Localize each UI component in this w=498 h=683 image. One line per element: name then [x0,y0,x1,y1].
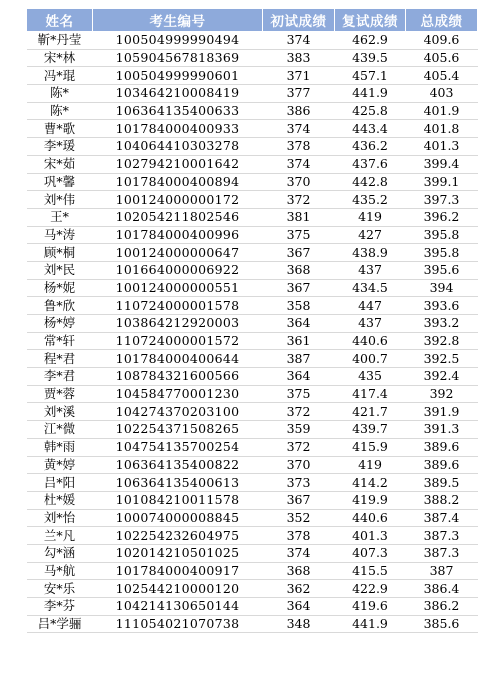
table-row [27,491,478,509]
cell-initial-score: 372 [263,403,335,421]
cell-total-score: 395.8 [406,226,478,244]
cell-initial-score: 375 [263,385,335,403]
cell-name: 李*芬 [27,598,93,616]
table-row [27,368,478,386]
cell-retest-score: 441.9 [335,85,406,103]
table-row [27,456,478,474]
cell-candidate-id: 104754135700254 [93,438,263,456]
cell-initial-score: 352 [263,509,335,527]
cell-candidate-id: 100504999990494 [93,32,263,50]
cell-total-score: 389.6 [406,456,478,474]
cell-name: 杜*媛 [27,491,93,509]
cell-name: 勾*涵 [27,544,93,562]
cell-total-score: 388.2 [406,491,478,509]
cell-initial-score: 375 [263,226,335,244]
cell-retest-score: 437 [335,315,406,333]
cell-retest-score: 442.8 [335,173,406,191]
cell-retest-score: 439.5 [335,49,406,67]
cell-retest-score: 417.4 [335,385,406,403]
table-row [27,385,478,403]
cell-initial-score: 367 [263,491,335,509]
cell-initial-score: 359 [263,421,335,439]
cell-total-score: 393.2 [406,315,478,333]
table-row [27,244,478,262]
table-row [27,85,478,103]
cell-initial-score: 368 [263,261,335,279]
cell-candidate-id: 103864212920003 [93,315,263,333]
cell-total-score: 401.9 [406,102,478,120]
table-row [27,155,478,173]
cell-candidate-id: 106364135400613 [93,474,263,492]
cell-candidate-id: 103464210008419 [93,85,263,103]
cell-total-score: 387.3 [406,544,478,562]
cell-total-score: 389.5 [406,474,478,492]
cell-name: 李*瑗 [27,138,93,156]
cell-retest-score: 441.9 [335,615,406,633]
cell-retest-score: 434.5 [335,279,406,297]
cell-name: 吕*阳 [27,474,93,492]
cell-initial-score: 383 [263,49,335,67]
cell-retest-score: 435 [335,368,406,386]
cell-total-score: 385.6 [406,615,478,633]
table-row [27,261,478,279]
cell-candidate-id: 104064410303278 [93,138,263,156]
cell-candidate-id: 104274370203100 [93,403,263,421]
cell-retest-score: 415.5 [335,562,406,580]
cell-retest-score: 419 [335,208,406,226]
cell-retest-score: 427 [335,226,406,244]
table-row [27,138,478,156]
cell-candidate-id: 104584770001230 [93,385,263,403]
cell-name: 马*航 [27,562,93,580]
cell-candidate-id: 101784000400917 [93,562,263,580]
cell-initial-score: 374 [263,32,335,50]
cell-initial-score: 368 [263,562,335,580]
cell-total-score: 399.4 [406,155,478,173]
cell-name: 刘*怡 [27,509,93,527]
cell-retest-score: 440.6 [335,509,406,527]
table-row [27,580,478,598]
cell-total-score: 392.5 [406,350,478,368]
cell-candidate-id: 102254232604975 [93,527,263,545]
cell-retest-score: 437 [335,261,406,279]
cell-initial-score: 387 [263,350,335,368]
cell-name: 曹*歌 [27,120,93,138]
cell-name: 宋*林 [27,49,93,67]
cell-initial-score: 370 [263,173,335,191]
table-body [27,32,478,633]
cell-name: 吕*学骊 [27,615,93,633]
cell-initial-score: 371 [263,67,335,85]
cell-total-score: 399.1 [406,173,478,191]
table-row [27,332,478,350]
table-row [27,120,478,138]
cell-total-score: 387.3 [406,527,478,545]
cell-retest-score: 439.7 [335,421,406,439]
table-row [27,598,478,616]
cell-retest-score: 407.3 [335,544,406,562]
cell-candidate-id: 102054211802546 [93,208,263,226]
cell-name: 黄*婷 [27,456,93,474]
cell-name: 常*轩 [27,332,93,350]
table-row [27,350,478,368]
header-retest-score: 复试成绩 [335,9,406,32]
cell-total-score: 405.6 [406,49,478,67]
cell-initial-score: 367 [263,244,335,262]
cell-initial-score: 370 [263,456,335,474]
cell-total-score: 394 [406,279,478,297]
cell-name: 刘*民 [27,261,93,279]
table-row [27,297,478,315]
cell-total-score: 409.6 [406,32,478,50]
table-row [27,438,478,456]
score-table [26,8,478,633]
cell-initial-score: 378 [263,138,335,156]
cell-total-score: 386.2 [406,598,478,616]
cell-name: 靳*丹莹 [27,32,93,50]
cell-total-score: 395.8 [406,244,478,262]
table-row [27,49,478,67]
score-sheet [26,8,477,633]
cell-name: 鲁*欣 [27,297,93,315]
cell-candidate-id: 110724000001578 [93,297,263,315]
header-initial-score: 初试成绩 [263,9,335,32]
cell-initial-score: 361 [263,332,335,350]
cell-candidate-id: 100124000000647 [93,244,263,262]
cell-initial-score: 373 [263,474,335,492]
cell-initial-score: 358 [263,297,335,315]
cell-candidate-id: 111054021070738 [93,615,263,633]
cell-name: 李*君 [27,368,93,386]
cell-name: 安*乐 [27,580,93,598]
cell-name: 兰*凡 [27,527,93,545]
table-row [27,509,478,527]
cell-candidate-id: 108784321600566 [93,368,263,386]
cell-total-score: 387.4 [406,509,478,527]
cell-total-score: 389.6 [406,438,478,456]
cell-initial-score: 362 [263,580,335,598]
cell-retest-score: 422.9 [335,580,406,598]
cell-initial-score: 372 [263,438,335,456]
cell-total-score: 397.3 [406,191,478,209]
table-row [27,279,478,297]
cell-total-score: 396.2 [406,208,478,226]
cell-initial-score: 374 [263,544,335,562]
cell-name: 贾*蓉 [27,385,93,403]
cell-name: 杨*妮 [27,279,93,297]
cell-total-score: 405.4 [406,67,478,85]
cell-initial-score: 381 [263,208,335,226]
cell-name: 刘*伟 [27,191,93,209]
cell-retest-score: 457.1 [335,67,406,85]
cell-initial-score: 372 [263,191,335,209]
table-row [27,173,478,191]
cell-candidate-id: 110724000001572 [93,332,263,350]
cell-name: 陈* [27,85,93,103]
cell-total-score: 391.3 [406,421,478,439]
cell-candidate-id: 101784000400644 [93,350,263,368]
cell-initial-score: 364 [263,315,335,333]
cell-retest-score: 401.3 [335,527,406,545]
cell-candidate-id: 106364135400822 [93,456,263,474]
cell-candidate-id: 101784000400894 [93,173,263,191]
cell-candidate-id: 102544210000120 [93,580,263,598]
cell-total-score: 401.8 [406,120,478,138]
cell-candidate-id: 100504999990601 [93,67,263,85]
table-row [27,615,478,633]
cell-initial-score: 374 [263,120,335,138]
header-name: 姓名 [27,9,93,32]
cell-name: 冯*琨 [27,67,93,85]
cell-name: 宋*茹 [27,155,93,173]
cell-name: 陈* [27,102,93,120]
cell-retest-score: 425.8 [335,102,406,120]
cell-initial-score: 374 [263,155,335,173]
table-row [27,474,478,492]
cell-name: 刘*溪 [27,403,93,421]
cell-candidate-id: 101084210011578 [93,491,263,509]
table-row [27,102,478,120]
cell-initial-score: 367 [263,279,335,297]
cell-candidate-id: 101664000006922 [93,261,263,279]
table-row [27,403,478,421]
cell-retest-score: 440.6 [335,332,406,350]
cell-retest-score: 443.4 [335,120,406,138]
cell-retest-score: 437.6 [335,155,406,173]
cell-total-score: 403 [406,85,478,103]
table-row [27,544,478,562]
cell-initial-score: 364 [263,598,335,616]
cell-total-score: 387 [406,562,478,580]
cell-total-score: 401.3 [406,138,478,156]
cell-total-score: 393.6 [406,297,478,315]
table-row [27,191,478,209]
cell-name: 马*涛 [27,226,93,244]
cell-retest-score: 447 [335,297,406,315]
cell-retest-score: 435.2 [335,191,406,209]
cell-candidate-id: 101784000400933 [93,120,263,138]
cell-candidate-id: 102794210001642 [93,155,263,173]
cell-total-score: 392 [406,385,478,403]
cell-retest-score: 438.9 [335,244,406,262]
cell-candidate-id: 106364135400633 [93,102,263,120]
header-row [27,9,478,32]
cell-initial-score: 364 [263,368,335,386]
cell-retest-score: 419 [335,456,406,474]
cell-candidate-id: 100124000000551 [93,279,263,297]
cell-total-score: 391.9 [406,403,478,421]
table-row [27,32,478,50]
cell-initial-score: 377 [263,85,335,103]
cell-candidate-id: 100074000008845 [93,509,263,527]
cell-retest-score: 414.2 [335,474,406,492]
cell-retest-score: 419.6 [335,598,406,616]
cell-retest-score: 415.9 [335,438,406,456]
cell-total-score: 386.4 [406,580,478,598]
cell-name: 江*微 [27,421,93,439]
table-row [27,421,478,439]
cell-initial-score: 386 [263,102,335,120]
table-row [27,562,478,580]
cell-retest-score: 462.9 [335,32,406,50]
cell-candidate-id: 102254371508265 [93,421,263,439]
cell-candidate-id: 100124000000172 [93,191,263,209]
table-row [27,315,478,333]
header-total-score: 总成绩 [406,9,478,32]
cell-initial-score: 348 [263,615,335,633]
cell-name: 杨*婷 [27,315,93,333]
cell-name: 顾*桐 [27,244,93,262]
cell-initial-score: 378 [263,527,335,545]
header-candidate-id: 考生编号 [93,9,263,32]
table-row [27,527,478,545]
cell-name: 巩*馨 [27,173,93,191]
cell-total-score: 392.8 [406,332,478,350]
cell-retest-score: 400.7 [335,350,406,368]
table-row [27,208,478,226]
cell-total-score: 395.6 [406,261,478,279]
cell-retest-score: 421.7 [335,403,406,421]
table-row [27,226,478,244]
table-row [27,67,478,85]
cell-candidate-id: 102014210501025 [93,544,263,562]
cell-candidate-id: 101784000400996 [93,226,263,244]
cell-name: 韩*雨 [27,438,93,456]
cell-name: 王* [27,208,93,226]
cell-candidate-id: 105904567818369 [93,49,263,67]
cell-total-score: 392.4 [406,368,478,386]
cell-retest-score: 419.9 [335,491,406,509]
cell-candidate-id: 104214130650144 [93,598,263,616]
cell-retest-score: 436.2 [335,138,406,156]
cell-name: 程*君 [27,350,93,368]
